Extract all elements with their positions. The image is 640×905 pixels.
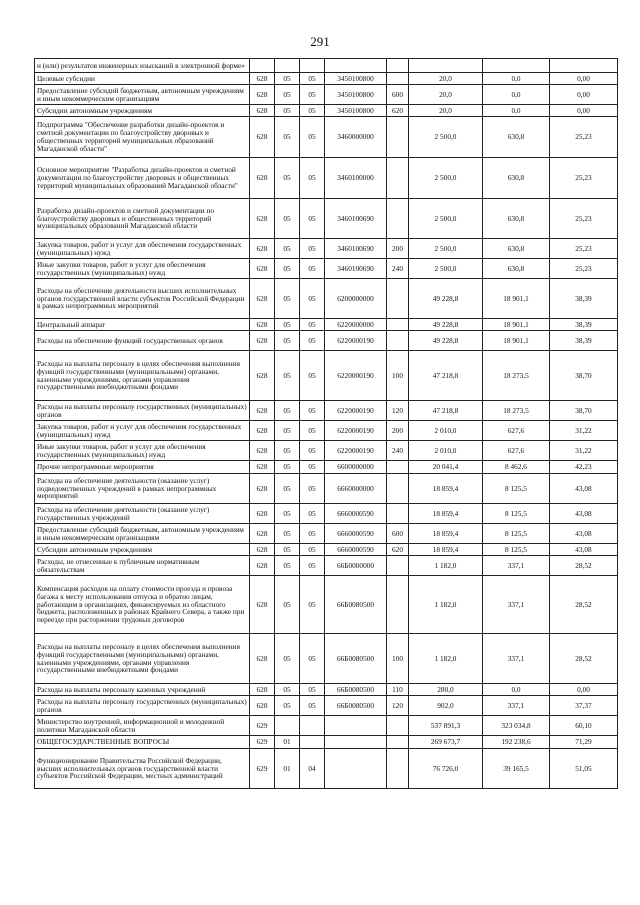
table-row bbox=[35, 319, 618, 331]
subsection-cell bbox=[300, 716, 325, 736]
expense-name-cell: Расходы на выплаты персоналу государственных (муниципальных) органов bbox=[35, 696, 250, 716]
expense-name-cell: Субсидии автономным учреждениям bbox=[35, 544, 250, 556]
section-cell: 05 bbox=[275, 401, 300, 421]
executed-amount-cell: 630,8 bbox=[483, 259, 550, 279]
executed-amount-cell: 18 901,1 bbox=[483, 331, 550, 351]
target-article-cell: 6220000190 bbox=[325, 441, 387, 461]
subsection-cell: 05 bbox=[300, 259, 325, 279]
execution-percent-cell: 43,08 bbox=[550, 504, 618, 524]
section-cell: 05 bbox=[275, 544, 300, 556]
target-article-cell bbox=[325, 736, 387, 749]
execution-percent-cell: 71,29 bbox=[550, 736, 618, 749]
table-row bbox=[35, 749, 618, 789]
table-row bbox=[35, 696, 618, 716]
section-cell: 05 bbox=[275, 524, 300, 544]
expense-type-cell bbox=[387, 331, 409, 351]
expense-type-cell bbox=[387, 474, 409, 504]
expense-name-cell: Расходы на обеспечение деятельности (оказание услуг) подведомственных учреждений в рамках непрограммных мероприятий bbox=[35, 474, 250, 504]
subsection-cell: 05 bbox=[300, 158, 325, 199]
ministry-code-cell: 628 bbox=[250, 474, 275, 504]
execution-percent-cell: 60,10 bbox=[550, 716, 618, 736]
planned-amount-cell: 18 859,4 bbox=[409, 524, 483, 544]
executed-amount-cell: 0,0 bbox=[483, 105, 550, 117]
target-article-cell: 66Б0080500 bbox=[325, 684, 387, 696]
target-article-cell: 6220000190 bbox=[325, 421, 387, 441]
expense-type-cell bbox=[387, 576, 409, 634]
expense-name-cell: Расходы на обеспечение деятельности (оказание услуг) государственных учреждений bbox=[35, 504, 250, 524]
section-cell bbox=[275, 59, 300, 73]
execution-percent-cell: 25,23 bbox=[550, 199, 618, 239]
planned-amount-cell: 269 673,7 bbox=[409, 736, 483, 749]
target-article-cell: 66Б0000000 bbox=[325, 556, 387, 576]
ministry-code-cell: 628 bbox=[250, 331, 275, 351]
table-row bbox=[35, 199, 618, 239]
execution-percent-cell bbox=[550, 59, 618, 73]
executed-amount-cell: 0,0 bbox=[483, 73, 550, 85]
table-row bbox=[35, 524, 618, 544]
execution-percent-cell: 43,08 bbox=[550, 544, 618, 556]
subsection-cell: 05 bbox=[300, 331, 325, 351]
expense-name-cell: Расходы на выплаты персоналу казенных учреждений bbox=[35, 684, 250, 696]
target-article-cell bbox=[325, 716, 387, 736]
expense-name-cell: Разработка дизайн-проектов и сметной документации по благоустройству дворовых и общественных территорий муниципальных образований Магаданской области bbox=[35, 199, 250, 239]
subsection-cell: 05 bbox=[300, 524, 325, 544]
planned-amount-cell: 2 500,0 bbox=[409, 199, 483, 239]
execution-percent-cell: 38,39 bbox=[550, 319, 618, 331]
execution-percent-cell: 0,00 bbox=[550, 105, 618, 117]
execution-percent-cell: 38,70 bbox=[550, 401, 618, 421]
target-article-cell: 6660000590 bbox=[325, 504, 387, 524]
executed-amount-cell: 192 238,6 bbox=[483, 736, 550, 749]
execution-percent-cell: 31,22 bbox=[550, 441, 618, 461]
ministry-code-cell: 628 bbox=[250, 239, 275, 259]
execution-percent-cell: 25,23 bbox=[550, 239, 618, 259]
planned-amount-cell: 537 891,3 bbox=[409, 716, 483, 736]
table-row bbox=[35, 716, 618, 736]
expense-type-cell: 110 bbox=[387, 684, 409, 696]
table-row bbox=[35, 684, 618, 696]
section-cell: 05 bbox=[275, 199, 300, 239]
expense-name-cell: Субсидии автономным учреждениям bbox=[35, 105, 250, 117]
table-row bbox=[35, 634, 618, 684]
executed-amount-cell: 18 901,1 bbox=[483, 279, 550, 319]
section-cell: 05 bbox=[275, 684, 300, 696]
target-article-cell: 6220000000 bbox=[325, 319, 387, 331]
planned-amount-cell: 20 041,4 bbox=[409, 461, 483, 474]
subsection-cell: 05 bbox=[300, 319, 325, 331]
expense-type-cell bbox=[387, 73, 409, 85]
section-cell: 05 bbox=[275, 634, 300, 684]
section-cell: 05 bbox=[275, 441, 300, 461]
page-number: 291 bbox=[310, 34, 330, 49]
subsection-cell: 05 bbox=[300, 199, 325, 239]
section-cell: 05 bbox=[275, 504, 300, 524]
expense-name-cell: ОБЩЕГОСУДАРСТВЕННЫЕ ВОПРОСЫ bbox=[35, 736, 250, 749]
executed-amount-cell: 18 273,5 bbox=[483, 351, 550, 401]
subsection-cell: 05 bbox=[300, 85, 325, 105]
expense-type-cell bbox=[387, 158, 409, 199]
target-article-cell bbox=[325, 59, 387, 73]
target-article-cell: 66Б0080500 bbox=[325, 576, 387, 634]
expense-type-cell: 240 bbox=[387, 441, 409, 461]
section-cell: 01 bbox=[275, 736, 300, 749]
executed-amount-cell: 8 462,6 bbox=[483, 461, 550, 474]
subsection-cell: 05 bbox=[300, 634, 325, 684]
expense-type-cell bbox=[387, 504, 409, 524]
section-cell bbox=[275, 716, 300, 736]
expense-type-cell: 240 bbox=[387, 259, 409, 279]
expense-name-cell: Расходы на обеспечение деятельности высших исполнительных органов государственной власти субъектов Российской Федерации в рамках непрограммных мероприятий bbox=[35, 279, 250, 319]
target-article-cell: 6660000590 bbox=[325, 524, 387, 544]
expense-type-cell bbox=[387, 199, 409, 239]
expense-name-cell: Расходы на выплаты персоналу государственных (муниципальных) органов bbox=[35, 401, 250, 421]
section-cell: 05 bbox=[275, 239, 300, 259]
executed-amount-cell: 337,1 bbox=[483, 696, 550, 716]
executed-amount-cell bbox=[483, 59, 550, 73]
execution-percent-cell: 0,00 bbox=[550, 85, 618, 105]
section-cell: 05 bbox=[275, 73, 300, 85]
expense-name-cell: Иные закупки товаров, работ и услуг для обеспечения государственных (муниципальных) нужд bbox=[35, 259, 250, 279]
expense-type-cell: 620 bbox=[387, 544, 409, 556]
table-row bbox=[35, 441, 618, 461]
expense-type-cell: 600 bbox=[387, 524, 409, 544]
target-article-cell: 6660000000 bbox=[325, 474, 387, 504]
ministry-code-cell: 628 bbox=[250, 401, 275, 421]
ministry-code-cell: 629 bbox=[250, 736, 275, 749]
ministry-code-cell: 628 bbox=[250, 684, 275, 696]
executed-amount-cell: 18 901,1 bbox=[483, 319, 550, 331]
execution-percent-cell: 38,70 bbox=[550, 351, 618, 401]
ministry-code-cell: 628 bbox=[250, 259, 275, 279]
expense-type-cell: 100 bbox=[387, 634, 409, 684]
executed-amount-cell: 337,1 bbox=[483, 634, 550, 684]
ministry-code-cell: 628 bbox=[250, 279, 275, 319]
executed-amount-cell: 630,8 bbox=[483, 199, 550, 239]
subsection-cell: 05 bbox=[300, 684, 325, 696]
expense-name-cell: Функционирование Правительства Российской Федерации, высших исполнительных органов государственной власти субъектов Российской Федерации, местных администраций bbox=[35, 749, 250, 789]
budget-table bbox=[34, 58, 618, 789]
table-body bbox=[35, 59, 618, 789]
section-cell: 05 bbox=[275, 576, 300, 634]
execution-percent-cell: 25,23 bbox=[550, 117, 618, 158]
execution-percent-cell: 43,08 bbox=[550, 524, 618, 544]
target-article-cell: 66Б0080500 bbox=[325, 634, 387, 684]
table-row bbox=[35, 421, 618, 441]
subsection-cell bbox=[300, 736, 325, 749]
target-article-cell: 3450100800 bbox=[325, 73, 387, 85]
section-cell: 05 bbox=[275, 351, 300, 401]
expense-type-cell: 200 bbox=[387, 239, 409, 259]
planned-amount-cell: 20,0 bbox=[409, 85, 483, 105]
subsection-cell: 05 bbox=[300, 461, 325, 474]
table-row bbox=[35, 73, 618, 85]
target-article-cell: 3450100800 bbox=[325, 85, 387, 105]
planned-amount-cell: 18 859,4 bbox=[409, 504, 483, 524]
expense-name-cell: Прочие непрограммные мероприятия bbox=[35, 461, 250, 474]
planned-amount-cell: 2 500,0 bbox=[409, 117, 483, 158]
expense-name-cell: и (или) результатов инженерных изысканий в электронной форме» bbox=[35, 59, 250, 73]
subsection-cell: 05 bbox=[300, 544, 325, 556]
subsection-cell: 05 bbox=[300, 504, 325, 524]
expense-name-cell: Закупка товаров, работ и услуг для обеспечения государственных (муниципальных) нужд bbox=[35, 421, 250, 441]
table-row bbox=[35, 461, 618, 474]
expense-name-cell: Подпрограмма "Обеспечение разработки дизайн-проектов и сметной документации по благоустройству дворовых и общественных территорий муниципальных образований Магаданской области" bbox=[35, 117, 250, 158]
target-article-cell: 3460100690 bbox=[325, 259, 387, 279]
planned-amount-cell: 49 228,8 bbox=[409, 331, 483, 351]
executed-amount-cell: 8 125,5 bbox=[483, 544, 550, 556]
executed-amount-cell: 337,1 bbox=[483, 556, 550, 576]
ministry-code-cell: 628 bbox=[250, 544, 275, 556]
table-row bbox=[35, 504, 618, 524]
planned-amount-cell: 2 500,0 bbox=[409, 259, 483, 279]
ministry-code-cell: 628 bbox=[250, 696, 275, 716]
expense-type-cell bbox=[387, 319, 409, 331]
executed-amount-cell: 323 034,8 bbox=[483, 716, 550, 736]
expense-name-cell: Расходы на выплаты персоналу в целях обеспечения выполнения функций государственными (муниципальными) органами, казенными учреждениями, органами управления государственными внебюджетными фондами bbox=[35, 634, 250, 684]
ministry-code-cell: 628 bbox=[250, 158, 275, 199]
executed-amount-cell: 8 125,5 bbox=[483, 524, 550, 544]
section-cell: 05 bbox=[275, 319, 300, 331]
ministry-code-cell: 628 bbox=[250, 73, 275, 85]
table-row bbox=[35, 105, 618, 117]
ministry-code-cell: 628 bbox=[250, 524, 275, 544]
expense-type-cell bbox=[387, 279, 409, 319]
planned-amount-cell: 2 500,0 bbox=[409, 239, 483, 259]
target-article-cell: 6600000000 bbox=[325, 461, 387, 474]
planned-amount-cell: 76 726,0 bbox=[409, 749, 483, 789]
target-article-cell: 6660000590 bbox=[325, 544, 387, 556]
subsection-cell: 05 bbox=[300, 105, 325, 117]
planned-amount-cell: 1 182,0 bbox=[409, 576, 483, 634]
planned-amount-cell: 1 182,0 bbox=[409, 634, 483, 684]
expense-name-cell: Министерство внутренней, информационной и молодежной политики Магаданской области bbox=[35, 716, 250, 736]
ministry-code-cell: 628 bbox=[250, 576, 275, 634]
target-article-cell: 6220000190 bbox=[325, 351, 387, 401]
section-cell: 05 bbox=[275, 331, 300, 351]
subsection-cell: 05 bbox=[300, 73, 325, 85]
expense-type-cell bbox=[387, 736, 409, 749]
expense-name-cell: Расходы на обеспечение функций государственных органов bbox=[35, 331, 250, 351]
expense-type-cell: 200 bbox=[387, 421, 409, 441]
planned-amount-cell: 2 010,0 bbox=[409, 441, 483, 461]
planned-amount-cell: 47 218,8 bbox=[409, 351, 483, 401]
table-row bbox=[35, 85, 618, 105]
section-cell: 05 bbox=[275, 279, 300, 319]
table-row bbox=[35, 576, 618, 634]
subsection-cell: 05 bbox=[300, 117, 325, 158]
subsection-cell: 05 bbox=[300, 279, 325, 319]
ministry-code-cell bbox=[250, 59, 275, 73]
execution-percent-cell: 28,52 bbox=[550, 576, 618, 634]
subsection-cell: 05 bbox=[300, 556, 325, 576]
expense-type-cell: 120 bbox=[387, 401, 409, 421]
planned-amount-cell: 49 228,8 bbox=[409, 279, 483, 319]
section-cell: 05 bbox=[275, 117, 300, 158]
table-row bbox=[35, 401, 618, 421]
expense-name-cell: Предоставление субсидий бюджетным, автономным учреждениям и иным некоммерческим организациям bbox=[35, 85, 250, 105]
ministry-code-cell: 628 bbox=[250, 117, 275, 158]
target-article-cell: 3460100690 bbox=[325, 199, 387, 239]
section-cell: 01 bbox=[275, 749, 300, 789]
planned-amount-cell: 902,0 bbox=[409, 696, 483, 716]
target-article-cell: 3450100800 bbox=[325, 105, 387, 117]
executed-amount-cell: 627,6 bbox=[483, 421, 550, 441]
execution-percent-cell: 43,08 bbox=[550, 474, 618, 504]
execution-percent-cell: 25,23 bbox=[550, 158, 618, 199]
ministry-code-cell: 628 bbox=[250, 199, 275, 239]
section-cell: 05 bbox=[275, 421, 300, 441]
planned-amount-cell: 280,0 bbox=[409, 684, 483, 696]
executed-amount-cell: 8 125,5 bbox=[483, 474, 550, 504]
planned-amount-cell: 20,0 bbox=[409, 73, 483, 85]
expense-type-cell bbox=[387, 749, 409, 789]
executed-amount-cell: 630,8 bbox=[483, 158, 550, 199]
expense-type-cell: 120 bbox=[387, 696, 409, 716]
table-row bbox=[35, 556, 618, 576]
subsection-cell: 05 bbox=[300, 421, 325, 441]
execution-percent-cell: 38,39 bbox=[550, 279, 618, 319]
ministry-code-cell: 628 bbox=[250, 556, 275, 576]
execution-percent-cell: 38,39 bbox=[550, 331, 618, 351]
section-cell: 05 bbox=[275, 696, 300, 716]
expense-name-cell: Закупка товаров, работ и услуг для обеспечения государственных (муниципальных) нужд bbox=[35, 239, 250, 259]
subsection-cell: 04 bbox=[300, 749, 325, 789]
expense-type-cell bbox=[387, 461, 409, 474]
subsection-cell: 05 bbox=[300, 441, 325, 461]
planned-amount-cell: 18 859,4 bbox=[409, 544, 483, 556]
planned-amount-cell: 2 010,0 bbox=[409, 421, 483, 441]
expense-type-cell bbox=[387, 59, 409, 73]
execution-percent-cell: 51,05 bbox=[550, 749, 618, 789]
executed-amount-cell: 630,8 bbox=[483, 239, 550, 259]
execution-percent-cell: 28,52 bbox=[550, 556, 618, 576]
expense-type-cell: 600 bbox=[387, 85, 409, 105]
section-cell: 05 bbox=[275, 85, 300, 105]
execution-percent-cell: 28,52 bbox=[550, 634, 618, 684]
target-article-cell: 3460100000 bbox=[325, 158, 387, 199]
section-cell: 05 bbox=[275, 474, 300, 504]
expense-name-cell: Расходы, не отнесенные к публичным нормативным обязательствам bbox=[35, 556, 250, 576]
ministry-code-cell: 628 bbox=[250, 421, 275, 441]
ministry-code-cell: 628 bbox=[250, 351, 275, 401]
expense-type-cell: 620 bbox=[387, 105, 409, 117]
table-row bbox=[35, 59, 618, 73]
planned-amount-cell bbox=[409, 59, 483, 73]
section-cell: 05 bbox=[275, 556, 300, 576]
executed-amount-cell: 630,8 bbox=[483, 117, 550, 158]
subsection-cell: 05 bbox=[300, 576, 325, 634]
subsection-cell: 05 bbox=[300, 239, 325, 259]
executed-amount-cell: 337,1 bbox=[483, 576, 550, 634]
execution-percent-cell: 31,22 bbox=[550, 421, 618, 441]
ministry-code-cell: 629 bbox=[250, 749, 275, 789]
expense-name-cell: Компенсация расходов на оплату стоимости проезда и провоза багажа к месту использования отпуска и обратно лицам, работающим в организациях, финансируемых из областного бюджета, расположенных в районах Крайнего Севера, а также при переезде при расторжении трудовых договоров bbox=[35, 576, 250, 634]
planned-amount-cell: 2 500,0 bbox=[409, 158, 483, 199]
section-cell: 05 bbox=[275, 158, 300, 199]
target-article-cell: 6220000190 bbox=[325, 401, 387, 421]
table-row bbox=[35, 117, 618, 158]
target-article-cell: 6220000190 bbox=[325, 331, 387, 351]
ministry-code-cell: 628 bbox=[250, 85, 275, 105]
execution-percent-cell: 0,00 bbox=[550, 73, 618, 85]
target-article-cell: 6200000000 bbox=[325, 279, 387, 319]
expense-name-cell: Целевые субсидии bbox=[35, 73, 250, 85]
subsection-cell: 05 bbox=[300, 696, 325, 716]
ministry-code-cell: 628 bbox=[250, 441, 275, 461]
table-row bbox=[35, 736, 618, 749]
expense-name-cell: Иные закупки товаров, работ и услуг для обеспечения государственных (муниципальных) нужд bbox=[35, 441, 250, 461]
expense-type-cell bbox=[387, 716, 409, 736]
executed-amount-cell: 8 125,5 bbox=[483, 504, 550, 524]
subsection-cell bbox=[300, 59, 325, 73]
planned-amount-cell: 18 859,4 bbox=[409, 474, 483, 504]
ministry-code-cell: 628 bbox=[250, 634, 275, 684]
executed-amount-cell: 0,0 bbox=[483, 85, 550, 105]
table-row bbox=[35, 474, 618, 504]
execution-percent-cell: 37,37 bbox=[550, 696, 618, 716]
table-row bbox=[35, 239, 618, 259]
table-row bbox=[35, 158, 618, 199]
table-row bbox=[35, 544, 618, 556]
execution-percent-cell: 25,23 bbox=[550, 259, 618, 279]
subsection-cell: 05 bbox=[300, 474, 325, 504]
target-article-cell: 66Б0080500 bbox=[325, 696, 387, 716]
executed-amount-cell: 39 165,5 bbox=[483, 749, 550, 789]
ministry-code-cell: 629 bbox=[250, 716, 275, 736]
expense-name-cell: Расходы на выплаты персоналу в целях обеспечения выполнения функций государственными (муниципальными) органами, казенными учреждениями, органами управления государственными внебюджетными фондами bbox=[35, 351, 250, 401]
ministry-code-cell: 628 bbox=[250, 504, 275, 524]
executed-amount-cell: 18 273,5 bbox=[483, 401, 550, 421]
execution-percent-cell: 0,00 bbox=[550, 684, 618, 696]
ministry-code-cell: 628 bbox=[250, 461, 275, 474]
expense-name-cell: Центральный аппарат bbox=[35, 319, 250, 331]
planned-amount-cell: 1 182,0 bbox=[409, 556, 483, 576]
target-article-cell: 3460000000 bbox=[325, 117, 387, 158]
execution-percent-cell: 42,23 bbox=[550, 461, 618, 474]
section-cell: 05 bbox=[275, 259, 300, 279]
target-article-cell bbox=[325, 749, 387, 789]
expense-name-cell: Предоставление субсидий бюджетным, автономным учреждениям и иным некоммерческим организациям bbox=[35, 524, 250, 544]
planned-amount-cell: 47 218,8 bbox=[409, 401, 483, 421]
expense-type-cell: 100 bbox=[387, 351, 409, 401]
subsection-cell: 05 bbox=[300, 401, 325, 421]
expense-type-cell bbox=[387, 117, 409, 158]
table-row bbox=[35, 259, 618, 279]
planned-amount-cell: 49 228,8 bbox=[409, 319, 483, 331]
ministry-code-cell: 628 bbox=[250, 105, 275, 117]
planned-amount-cell: 20,0 bbox=[409, 105, 483, 117]
executed-amount-cell: 627,6 bbox=[483, 441, 550, 461]
table-row bbox=[35, 331, 618, 351]
section-cell: 05 bbox=[275, 461, 300, 474]
table-row bbox=[35, 351, 618, 401]
subsection-cell: 05 bbox=[300, 351, 325, 401]
table-row bbox=[35, 279, 618, 319]
section-cell: 05 bbox=[275, 105, 300, 117]
ministry-code-cell: 628 bbox=[250, 319, 275, 331]
expense-name-cell: Основное мероприятие "Разработка дизайн-проектов и сметной документации по благоустройству дворовых и общественных территорий муниципальных образований Магаданской области" bbox=[35, 158, 250, 199]
target-article-cell: 3460100690 bbox=[325, 239, 387, 259]
expense-type-cell bbox=[387, 556, 409, 576]
executed-amount-cell: 0,0 bbox=[483, 684, 550, 696]
